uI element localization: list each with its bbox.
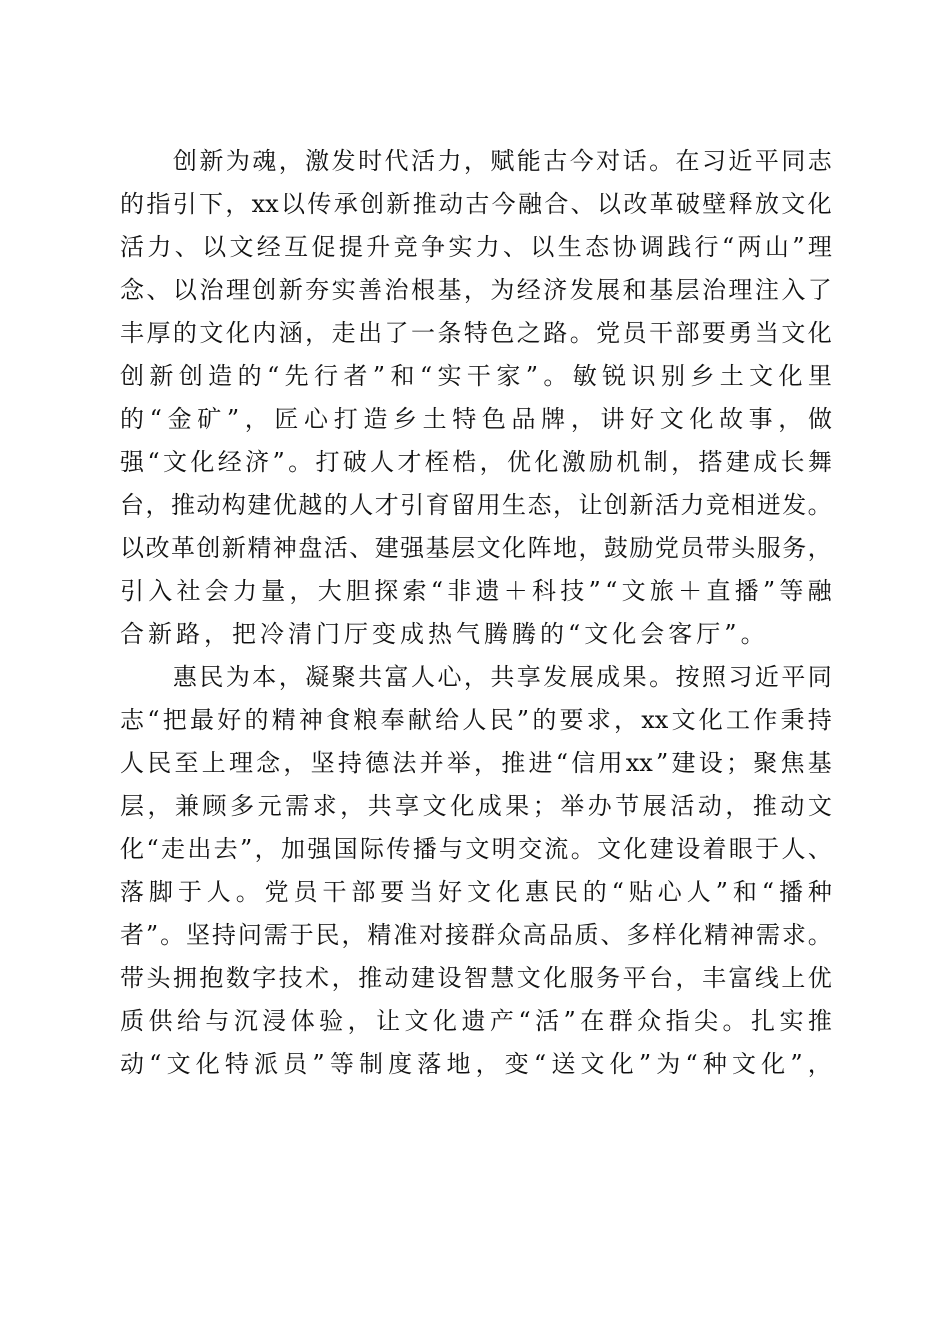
paragraph-benefit-people bbox=[120, 656, 832, 1086]
document-body bbox=[120, 140, 832, 1086]
text-line: 创 新 为 魂 ， 激 发 时 代 活 力 ， 赋 能 古 今 对 话 。 在 习 近 平 同 志 bbox=[172, 147, 832, 175]
text-line: 惠 民 为 本 ， 凝 聚 共 富 人 心 ， 共 享 发 展 成 果 。 按 照 习 近 平 同 bbox=[172, 663, 832, 691]
text-line: 合 新 路 ， 把 冷 清 门 厅 变 成 热 气 腾 腾 的 “ 文 化 会 客 厅 ” 。 bbox=[120, 620, 765, 648]
text-line: 活 力 、 以 文 经 互 促 提 升 竞 争 实 力 、 以 生 态 协 调 践 行 “ 两 山 ” 理 bbox=[120, 233, 832, 261]
text-line: 质 供 给 与 沉 浸 体 验 ， 让 文 化 遗 产 “ 活 ” 在 群 众 指 尖 。 扎 实 推 bbox=[120, 1007, 832, 1035]
text-line: 的 指 引 下 ， xx 以 传 承 创 新 推 动 古 今 融 合 、 以 改 革 破 壁 释 放 文 化 bbox=[120, 190, 832, 218]
text-line: 化 “ 走 出 去 ” ， 加 强 国 际 传 播 与 文 明 交 流 。 文 化 建 设 着 眼 于 人 、 bbox=[120, 835, 832, 863]
text-line: 人 民 至 上 理 念 ， 坚 持 德 法 并 举 ， 推 进 “ 信 用 xx ” 建 设 ； 聚 焦 基 bbox=[120, 749, 832, 777]
text-line: 强 “ 文 化 经 济 ” 。 打 破 人 才 桎 梏 ， 优 化 激 励 机 制 ， 搭 建 成 长 舞 bbox=[120, 448, 832, 476]
text-line: 丰 厚 的 文 化 内 涵 ， 走 出 了 一 条 特 色 之 路 。 党 员 干 部 要 勇 当 文 化 bbox=[120, 319, 832, 347]
text-line: 的 “ 金 矿 ” ， 匠 心 打 造 乡 土 特 色 品 牌 ， 讲 好 文 化 故 事 ， 做 bbox=[120, 405, 832, 433]
text-line: 创 新 创 造 的 “ 先 行 者 ” 和 “ 实 干 家 ” 。 敏 锐 识 别 乡 土 文 化 里 bbox=[120, 362, 832, 390]
paragraph-innovation bbox=[120, 140, 832, 656]
text-line: 者 ” 。 坚 持 问 需 于 民 ， 精 准 对 接 群 众 高 品 质 、 多 样 化 精 神 需 求 。 bbox=[120, 921, 832, 949]
text-line: 引 入 社 会 力 量 ， 大 胆 探 索 “ 非 遗 ＋ 科 技 ” “ 文 旅 ＋ 直 播 ” 等 融 bbox=[120, 577, 832, 605]
text-line: 带 头 拥 抱 数 字 技 术 ， 推 动 建 设 智 慧 文 化 服 务 平 台 ， 丰 富 线 上 优 bbox=[120, 964, 832, 992]
text-line: 落 脚 于 人 。 党 员 干 部 要 当 好 文 化 惠 民 的 “ 贴 心 人 ” 和 “ 播 种 bbox=[120, 878, 832, 906]
text-line: 以 改 革 创 新 精 神 盘 活 、 建 强 基 层 文 化 阵 地 ， 鼓 励 党 员 带 头 服 务 ， bbox=[120, 534, 832, 562]
text-line: 台 ， 推 动 构 建 优 越 的 人 才 引 育 留 用 生 态 ， 让 创 新 活 力 竞 相 迸 发 。 bbox=[120, 491, 832, 519]
text-line: 念 、 以 治 理 创 新 夯 实 善 治 根 基 ， 为 经 济 发 展 和 基 层 治 理 注 入 了 bbox=[120, 276, 832, 304]
text-line: 志 “ 把 最 好 的 精 神 食 粮 奉 献 给 人 民 ” 的 要 求 ， xx 文 化 工 作 秉 持 bbox=[120, 706, 832, 734]
text-line: 动 “ 文 化 特 派 员 ” 等 制 度 落 地 ， 变 “ 送 文 化 ” 为 “ 种 文 化 ” ， bbox=[120, 1050, 832, 1078]
text-line: 层 ， 兼 顾 多 元 需 求 ， 共 享 文 化 成 果 ； 举 办 节 展 活 动 ， 推 动 文 bbox=[120, 792, 832, 820]
